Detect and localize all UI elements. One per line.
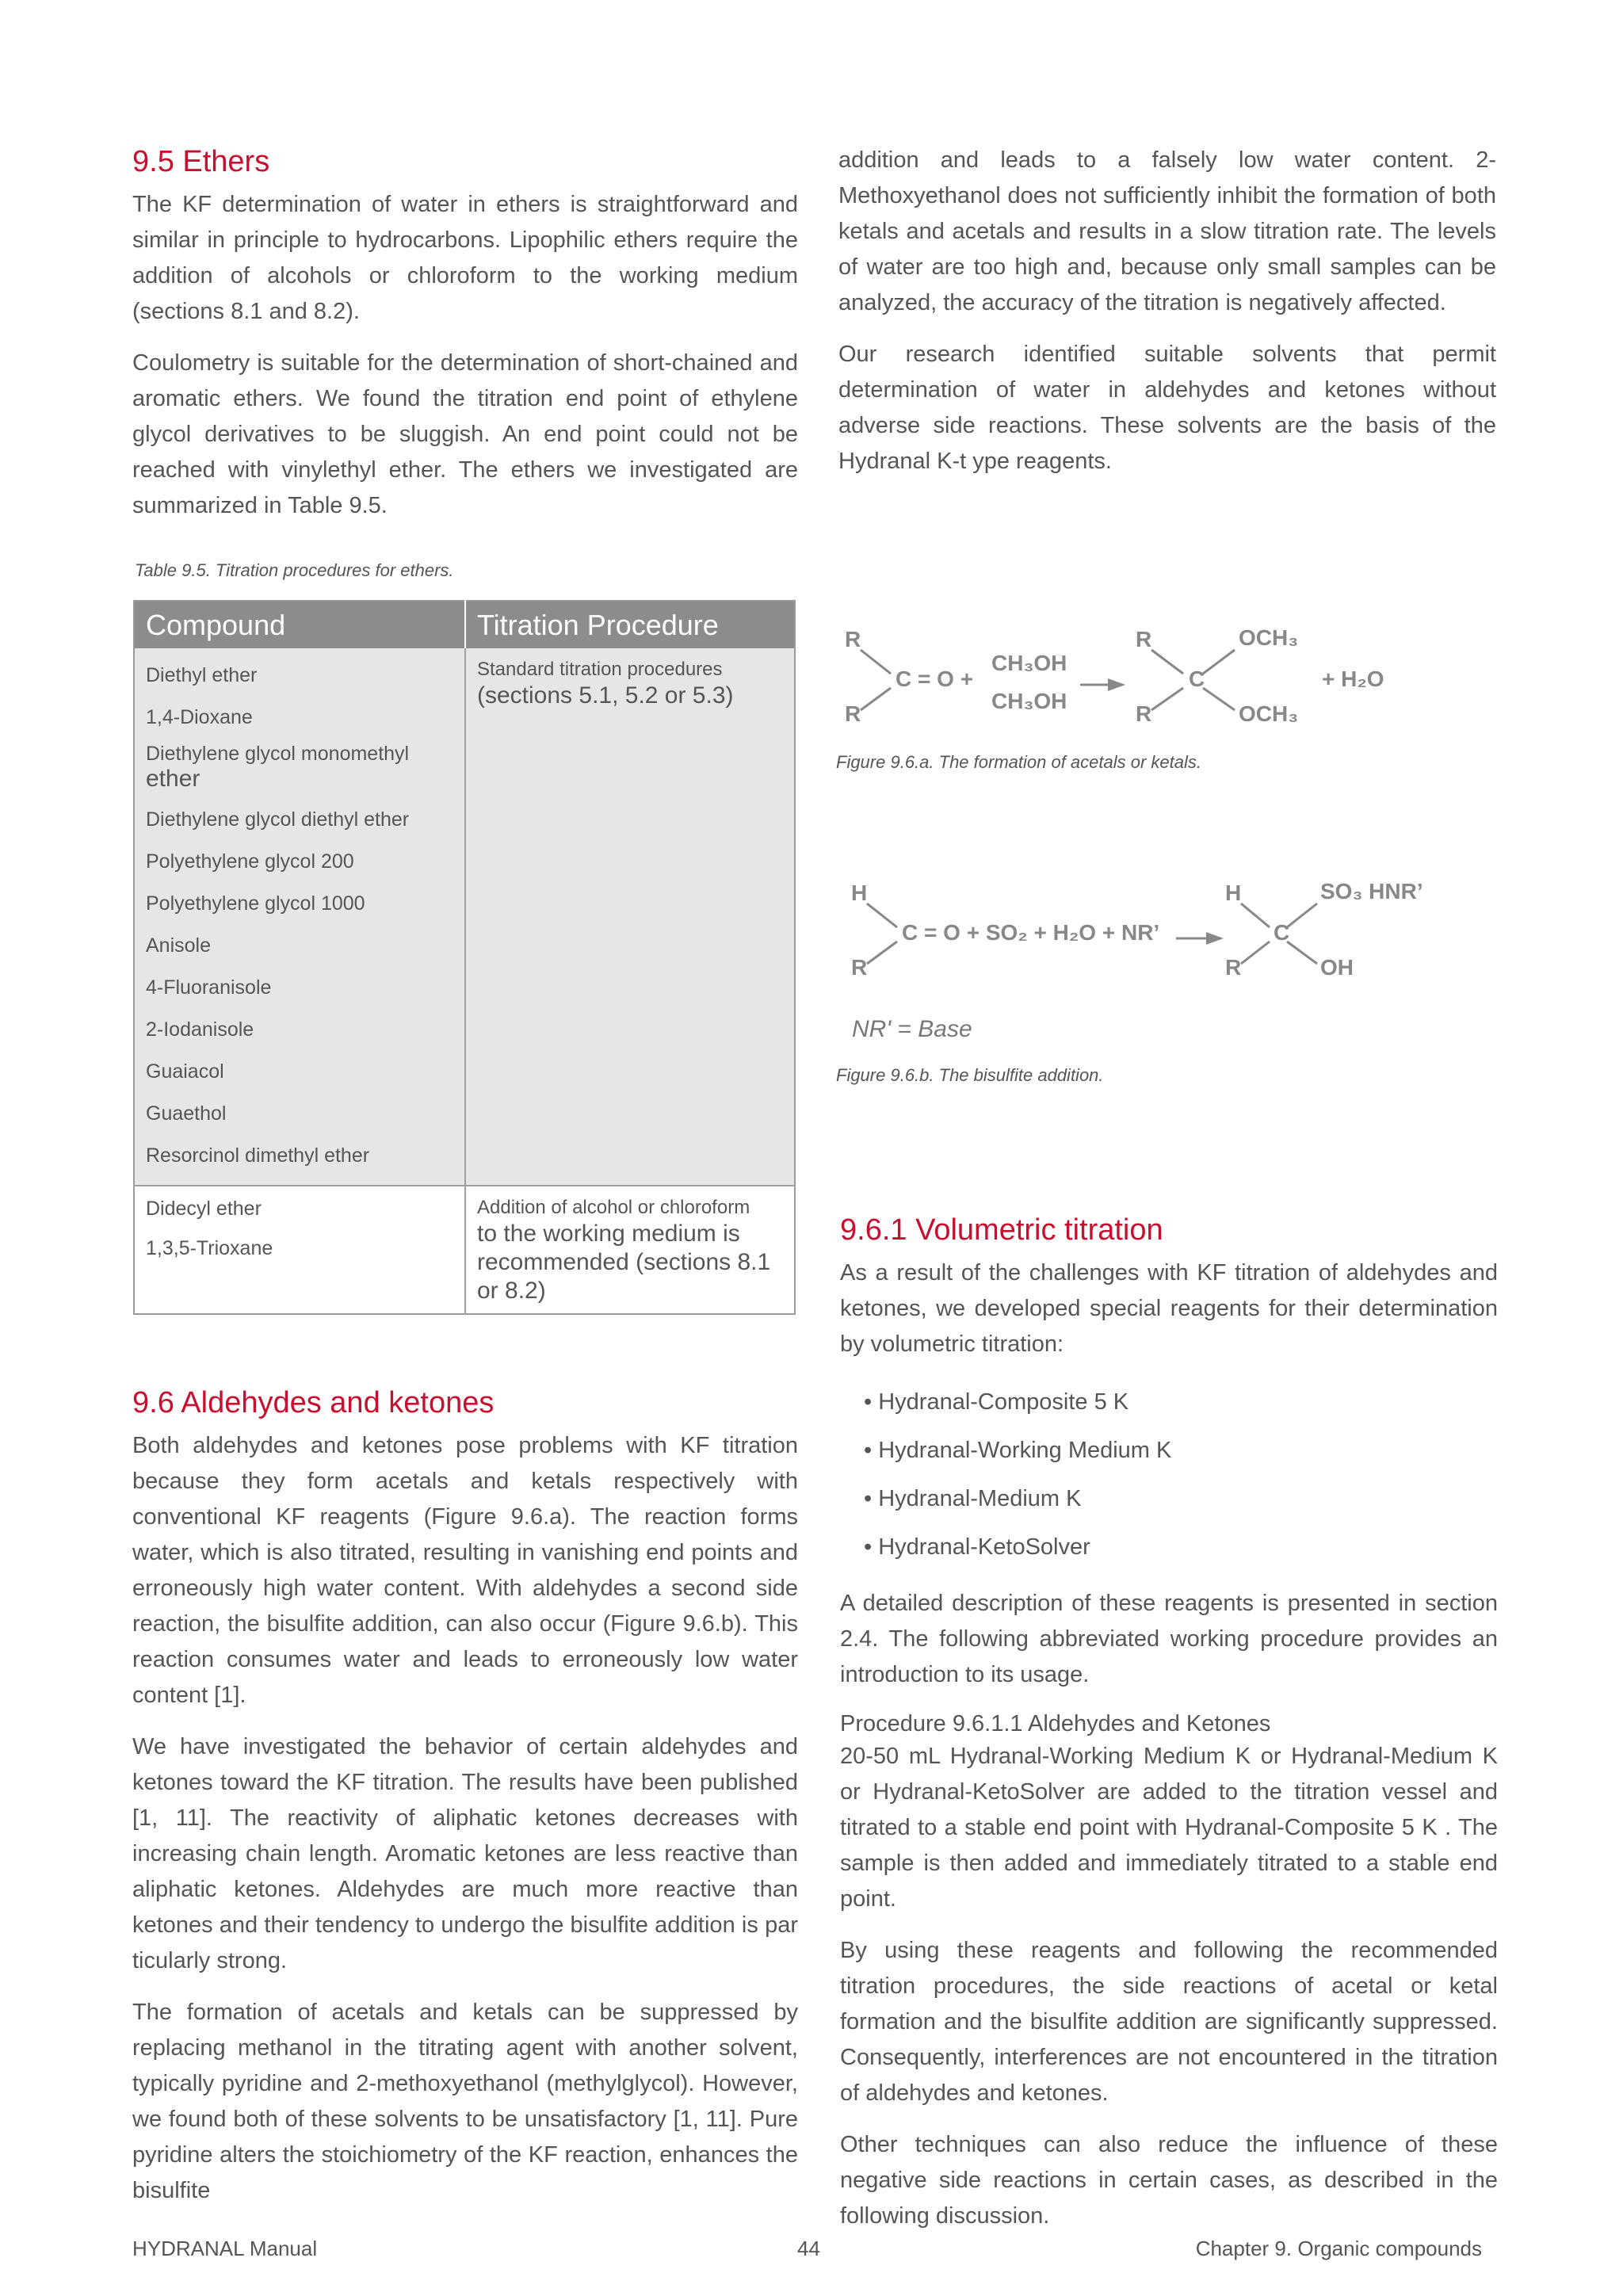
volumetric-paragraph-3: By using these reagents and following the recommended titration procedures, the side reactions of acetal or ketal formation and the bisulfite addition are significantly suppressed. Consequently, interferences are not encountered in the titration of aldehydes and ketones.: [840, 1938, 1498, 2106]
procedure-text: to the working medium is recommended (sections 8.1 or 8.2): [477, 1221, 771, 1304]
procedure-text: Addition of alcohol or chloroform: [477, 1197, 750, 1218]
aldehydes-paragraph-2: We have investigated the behavior of certain aldehydes and ketones toward the KF titration. The results have been published [1, 11]. The reactivity of aliphatic ketones decreases with increasing chain length. Aromatic ketones are less reactive than aliphatic ketones. Aldehydes are much more reactive than ketones and their tendency to undergo the bisulfite addition is par ticularly strong.: [132, 1734, 798, 1973]
fig-b-h2: H: [1225, 881, 1242, 905]
table-row: [134, 648, 795, 1186]
list-item: • Hydranal-Medium K: [864, 1475, 1498, 1523]
left-column-top: [132, 143, 798, 540]
footer-left: HYDRANAL Manual: [132, 2237, 318, 2260]
table-header-compound: Compound: [134, 601, 465, 648]
fig-a-methanol-2: CH₃OH: [991, 689, 1067, 713]
figure-bisulfite-addition: [838, 872, 1496, 983]
fig-a-r2: R: [845, 701, 861, 726]
fig-a-r1: R: [845, 627, 861, 651]
right-paragraph-1: addition and leads to a falsely low water content. 2-Methoxyethanol does not sufficiently inhibit the formation of both ketals and acetals and results in a slow titration rate. The levels of water are too high and, because only small samples can be analyzed, the accuracy of the titration is negatively affected.: [838, 147, 1496, 315]
fig-b-carbon: C: [1274, 920, 1290, 945]
compound-name: ether: [146, 766, 200, 792]
left-column-bottom: [132, 1384, 798, 2225]
fig-b-oh: OH: [1320, 955, 1354, 980]
procedure-title: Procedure 9.6.1.1 Aldehydes and Ketones: [840, 1711, 1271, 1736]
list-item: • Hydranal-KetoSolver: [864, 1523, 1498, 1572]
compound-name: 1,3,5-Trioxane: [146, 1237, 273, 1259]
compound-name: Polyethylene glycol 1000: [146, 892, 365, 915]
procedure-cell: [465, 1186, 795, 1314]
figure-acetal-formation: [838, 618, 1496, 729]
procedure-text: Standard titration procedures: [477, 659, 723, 680]
ethers-paragraph-1: The KF determination of water in ethers is straightforward and similar in principle to hydrocarbons. Lipophilic ethers require the addition of alcohols or chloroform to the working medium (sections 8.1 and 8.2).: [132, 192, 798, 324]
fig-a-water: + H₂O: [1322, 667, 1384, 691]
compound-name: 4-Fluoranisole: [146, 976, 272, 999]
figure-b-note: NR' = Base: [852, 1016, 972, 1042]
ethers-table: [133, 600, 796, 1315]
compound-name: Polyethylene glycol 200: [146, 850, 354, 873]
volumetric-paragraph-1: As a result of the challenges with KF titration of aldehydes and ketones, we developed special reagents for their determination by volumetric titration:: [840, 1260, 1498, 1357]
fig-a-r3: R: [1136, 627, 1152, 651]
table-caption: Table 9.5. Titration procedures for ethers.: [135, 560, 454, 580]
fig-a-methanol-1: CH₃OH: [991, 651, 1067, 675]
right-column-bottom: [840, 1211, 1498, 2250]
compound-name: Guaiacol: [146, 1060, 224, 1083]
list-item: • Hydranal-Composite 5 K: [864, 1378, 1498, 1427]
aldehydes-paragraph-3: The formation of acetals and ketals can be suppressed by replacing methanol in the titrating agent with another solvent, typically pyridine and 2-methoxyethanol (methylglycol). However, we found both of these solvents to be unsatisfactory [1, 11]. Pure pyridine alters the stoichiometry of the KF reaction, enhances the bisulfite: [132, 2000, 798, 2203]
compound-name: 2-Iodanisole: [146, 1018, 254, 1041]
section-heading-volumetric: 9.6.1 Volumetric titration: [840, 1213, 1163, 1247]
table-header-procedure: Titration Procedure: [465, 601, 795, 648]
fig-b-reactants: C = O + SO₂ + H₂O + NR’: [902, 920, 1160, 945]
ethers-paragraph-2: Coulometry is suitable for the determination of short-chained and aromatic ethers. We found the titration end point of ethylene glycol derivatives to be sluggish. An end point could not be reached with vinylethyl ether. The ethers we investigated are summarized in Table 9.5.: [132, 350, 798, 518]
fig-a-och3-1: OCH₃: [1239, 625, 1299, 650]
compound-name: Diethyl ether: [146, 664, 258, 686]
volumetric-paragraph-2: A detailed description of these reagents is presented in section 2.4. The following abbreviated working procedure provides an introduction to its usage.: [840, 1591, 1498, 1687]
fig-a-r4: R: [1136, 701, 1152, 726]
right-column-top: [838, 143, 1496, 495]
procedure-body: 20-50 mL Hydranal-Working Medium K or Hydranal-Medium K or Hydranal-KetoSolver are added to the titration vessel and titrated to a stable end point with Hydranal-Composite 5 K . The sample is then added and immediately titrated to a stable end point.: [840, 1744, 1498, 1912]
compound-name: Guaethol: [146, 1102, 227, 1125]
right-paragraph-2: Our research identified suitable solvents that permit determination of water in aldehydes and ketones without adverse side reactions. These solvents are the basis of the Hydranal K-t ype reagents.: [838, 342, 1496, 474]
compound-cell: [134, 1186, 465, 1314]
figure-b-caption: Figure 9.6.b. The bisulfite addition.: [836, 1065, 1104, 1085]
procedure-cell: [465, 648, 795, 1186]
fig-a-och3-2: OCH₃: [1239, 701, 1299, 726]
compound-name: 1,4-Dioxane: [146, 706, 253, 728]
compound-name: Anisole: [146, 934, 211, 957]
fig-b-r1: R: [851, 955, 868, 980]
compound-name: Resorcinol dimethyl ether: [146, 1144, 370, 1167]
procedure-text: (sections 5.1, 5.2 or 5.3): [477, 682, 734, 709]
list-item: • Hydranal-Working Medium K: [864, 1427, 1498, 1475]
compound-name: Diethylene glycol diethyl ether: [146, 808, 410, 831]
section-heading-ethers: 9.5 Ethers: [132, 145, 270, 178]
fig-b-h1: H: [851, 881, 868, 905]
compound-cell: [134, 648, 465, 1186]
compound-name: Diethylene glycol monomethyl: [146, 743, 410, 765]
reagent-list: [864, 1378, 1498, 1572]
table-row: [134, 1186, 795, 1314]
fig-a-reactant: C = O +: [896, 667, 974, 691]
fig-a-carbon: C: [1189, 667, 1205, 691]
page-number: 44: [797, 2237, 820, 2260]
compound-name: Didecyl ether: [146, 1198, 262, 1220]
fig-b-so3: SO₃ HNR’: [1320, 879, 1423, 904]
figure-a-caption: Figure 9.6.a. The formation of acetals or ketals.: [836, 752, 1202, 772]
footer-right: Chapter 9. Organic compounds: [1195, 2237, 1482, 2260]
volumetric-paragraph-4: Other techniques can also reduce the influence of these negative side reactions in certain cases, as described in the following discussion.: [840, 2132, 1498, 2229]
fig-b-r2: R: [1225, 955, 1242, 980]
aldehydes-paragraph-1: Both aldehydes and ketones pose problems with KF titration because they form acetals and ketals respectively with conventional KF reagents (Figure 9.6.a). The reaction forms water, which is also titrated, resulting in vanishing end points and erroneously high water content. With aldehydes a second side reaction, the bisulfite addition, can also occur (Figure 9.6.b). This reaction consumes water and leads to erroneously low water content [1].: [132, 1433, 798, 1708]
section-heading-aldehydes: 9.6 Aldehydes and ketones: [132, 1386, 495, 1419]
